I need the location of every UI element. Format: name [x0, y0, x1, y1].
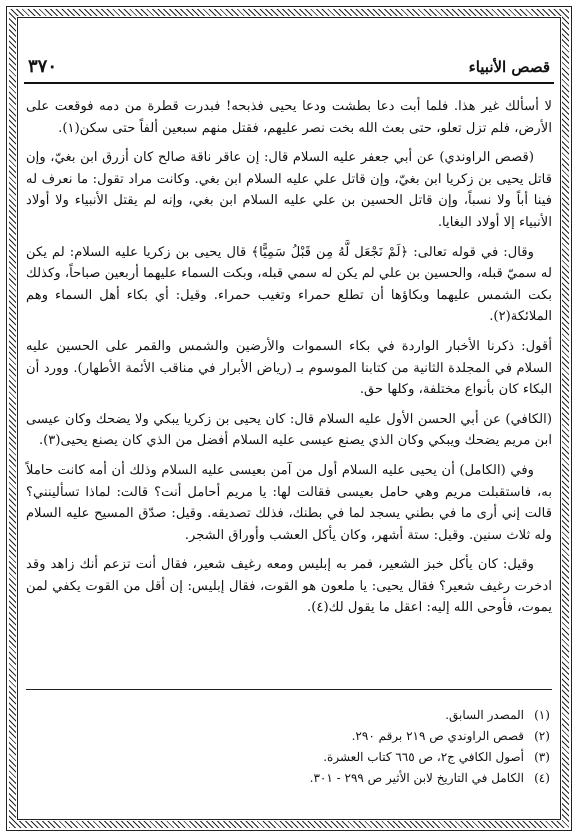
footnote-number: (١): [534, 708, 550, 722]
footnote-text: الكامل في التاريخ لابن الأثير ص ٢٩٩ - ٣٠١.: [309, 771, 524, 785]
footnote-text: قصص الراوندي ص ٢١٩ برقم ٢٩٠.: [351, 729, 524, 743]
footnote: [26, 768, 552, 789]
page-header: [24, 56, 554, 84]
paragraph: أقول: ذكرنا الأخبار الواردة في بكاء السموات والأرضين والشمس والقمر على الحسين عليه السلام في المجلدة الثانية من كتابنا الموسوم بـ (رياض الأبرار في مناقب الأئمة الأطهار). وورد أن البكاء كان بأنواع مختلفة، وكلها حق.: [26, 338, 552, 398]
footnotes: [26, 705, 552, 789]
page-body: [26, 96, 552, 627]
footnote-text: أصول الكافي ج٢، ص ٦٦٥ كتاب العشرة.: [323, 750, 524, 764]
footnote: [26, 747, 552, 768]
page-number: ٣٧٠: [28, 56, 58, 77]
paragraph: (قصص الراوندي) عن أبي جعفر عليه السلام قال: إن عاقر ناقة صالح كان أزرق ابن بغيّ، وإن قاتل يحيى بن زكريا ابن بغيّ، وإن قاتل علي عليه السلام ابن بغي. وكانت مراد تقول: ما نعرف له فينا أباً ولا نسباً، وإن قاتل الحسين بن علي عليه السلام ابن بغي، وإنه لم يقتل الأنبياء ولا أولاد الأنبياء إلا أولاد البغايا.: [26, 150, 552, 230]
book-title: قصص الأنبياء: [468, 58, 550, 76]
footnote-separator: [26, 689, 552, 690]
footnote-number: (٤): [534, 771, 550, 785]
footnote: [26, 705, 552, 726]
paragraph: وقال: في قوله تعالى: ﴿لَمْ نَجْعَل لَّهُ مِن قَبْلُ سَمِيًّا﴾ قال يحيى بن زكريا عليه السلام: لم يكن له سميّ قبله، والحسين بن علي لم يكن له سمي قبله، وبكت السماء عليهما أربعين صباحاً، وكذلك بكت الشمس عليهما وبكاؤها أن تطلع حمراء وتغيب حمراء. وقيل: أي بكاء أهل السماء وهم الملائكة(٢).: [26, 244, 552, 325]
footnote-number: (٣): [534, 750, 550, 764]
paragraph: وفي (الكامل) أن يحيى عليه السلام أول من آمن بعيسى عليه السلام وذلك أن أمه كانت حاملاً به، فاستقبلت مريم وهي حامل بعيسى فقالت لها: يا مريم أحامل أنت؟ قالت: لماذا تسألينني؟ قالت إني أرى ما في بطني يسجد لما في بطنك، فذلك تصديقه. وقيل: صدّق المسيح عليه السلام وله ثلاث سنين. وقيل: ستة أشهر، وكان يأكل العشب وأوراق الشجر.: [26, 462, 552, 543]
paragraph: (الكافي) عن أبي الحسن الأول عليه السلام قال: كان يحيى بن زكريا يبكي ولا يضحك وكان عيسى ابن مريم يضحك ويبكي وكان الذي يصنع عيسى عليه السلام أفضل من الذي كان يصنع يحيى(٣).: [26, 411, 552, 449]
footnote-text: المصدر السابق.: [445, 708, 524, 722]
paragraph: وقيل: كان يأكل خبز الشعير، فمر به إبليس ومعه رغيف شعير، فقال أنت تزعم أنك زاهد وقد ادخرت رغيف شعير؟ فقال يحيى: يا ملعون هو القوت، فقال إبليس: إن أقل من القوت يكفي لمن يموت، فأوحى الله إليه: اعقل ما يقول لك(٤).: [26, 557, 552, 616]
footnote-number: (٢): [534, 729, 550, 743]
paragraph: لا أسألك غير هذا. فلما أبت دعا بطشت ودعا يحيى فذبحه! فبدرت قطرة من دمه فوقعت على الأرض، فلم تزل تعلو، حتى بعث الله بخت نصر عليهم، فقتل منهم سبعين ألفاً حتى سكن(١).: [26, 99, 552, 136]
footnote: [26, 726, 552, 747]
